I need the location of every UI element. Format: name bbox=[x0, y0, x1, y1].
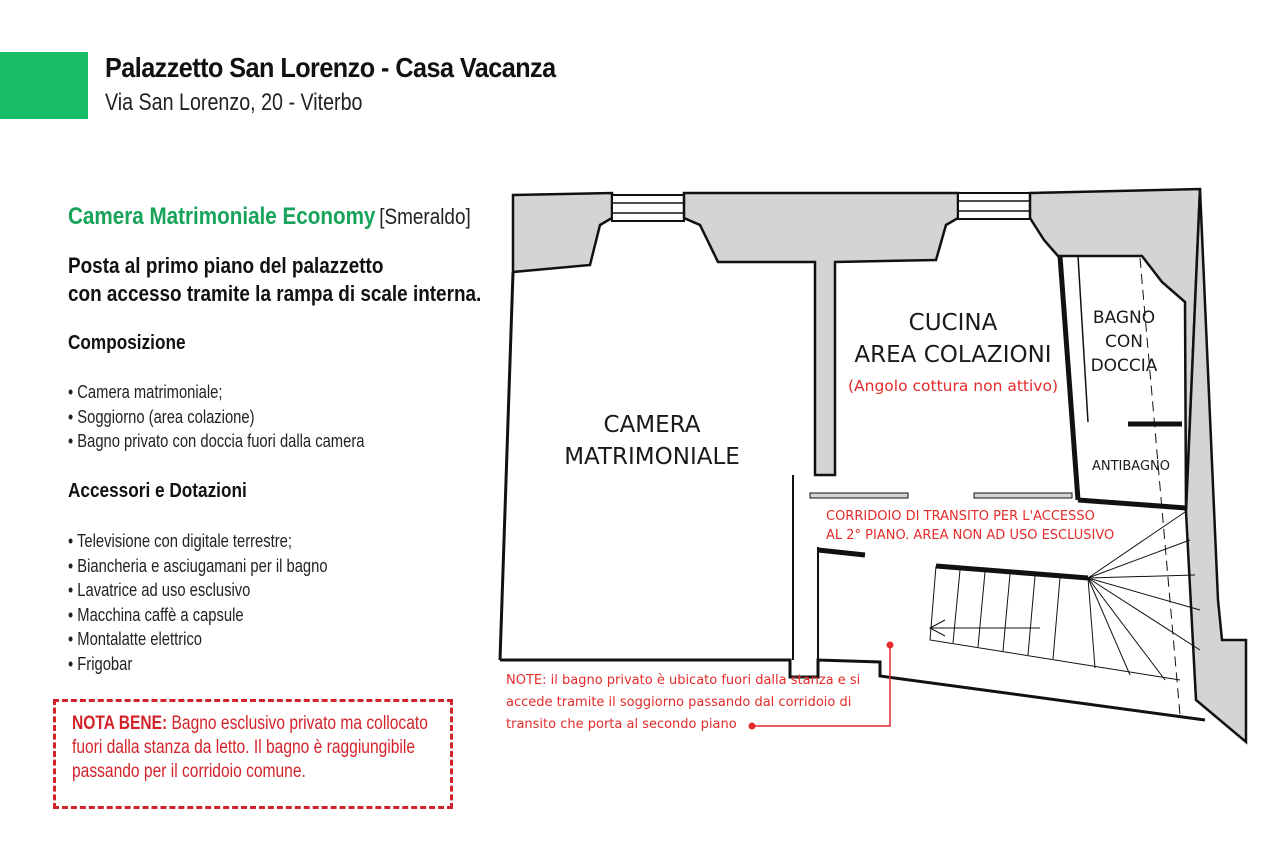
intro-line-1: Posta al primo piano del palazzetto bbox=[68, 253, 384, 278]
corridoio-label-1: CORRIDOIO DI TRANSITO PER L'ACCESSO bbox=[826, 509, 1095, 524]
cucina-label-2: AREA COLAZIONI bbox=[854, 342, 1052, 368]
list-item: • Bagno privato con doccia fuori dalla camera bbox=[68, 429, 364, 454]
nota-bene-label: NOTA BENE: bbox=[72, 713, 168, 734]
cucina-note: (Angolo cottura non attivo) bbox=[847, 377, 1059, 395]
cucina-label-1: CUCINA bbox=[908, 310, 998, 336]
page-title: Palazzetto San Lorenzo - Casa Vacanza bbox=[105, 52, 556, 83]
corridoio-label-2: AL 2° PIANO. AREA NON AD USO ESCLUSIVO bbox=[826, 528, 1115, 543]
nota-line-2: fuori dalla stanza da letto. Il bagno è raggiungibile bbox=[72, 737, 416, 758]
bagno-label-3: DOCCIA bbox=[1090, 356, 1158, 376]
intro-line-2: con accesso tramite la rampa di scale interna. bbox=[68, 281, 482, 306]
bagno-label-2: CON bbox=[1105, 332, 1143, 352]
list-item: • Lavatrice ad uso esclusivo bbox=[68, 578, 328, 603]
list-item: • Televisione con digitale terrestre; bbox=[68, 529, 328, 554]
room-name: Camera Matrimoniale Economy bbox=[68, 203, 376, 230]
camera-label-1: CAMERA bbox=[603, 412, 701, 438]
plan-note-3: transito che porta al secondo piano bbox=[506, 717, 737, 732]
nota-line-3: passando per il corridoio comune. bbox=[72, 761, 306, 782]
nota-line-1: Bagno esclusivo privato ma collocato bbox=[167, 713, 428, 734]
list-item: • Soggiorno (area colazione) bbox=[68, 405, 364, 430]
page-address: Via San Lorenzo, 20 - Viterbo bbox=[105, 89, 363, 116]
list-item: • Macchina caffè a capsule bbox=[68, 603, 328, 628]
plan-note-1: NOTE: il bagno privato è ubicato fuori dalla stanza e si bbox=[506, 673, 861, 688]
composizione-heading: Composizione bbox=[68, 332, 186, 354]
accessori-heading: Accessori e Dotazioni bbox=[68, 480, 247, 502]
list-item: • Biancheria e asciugamani per il bagno bbox=[68, 554, 328, 579]
antibagno-label: ANTIBAGNO bbox=[1091, 459, 1171, 474]
list-item: • Frigobar bbox=[68, 652, 328, 677]
list-item: • Camera matrimoniale; bbox=[68, 380, 364, 405]
plan-note-2: accede tramite il soggiorno passando dal corridoio di bbox=[506, 695, 852, 710]
room-tag: [Smeraldo] bbox=[379, 204, 471, 229]
bagno-label-1: BAGNO bbox=[1092, 308, 1156, 328]
list-item: • Montalatte elettrico bbox=[68, 627, 328, 652]
camera-label-2: MATRIMONIALE bbox=[564, 444, 740, 470]
